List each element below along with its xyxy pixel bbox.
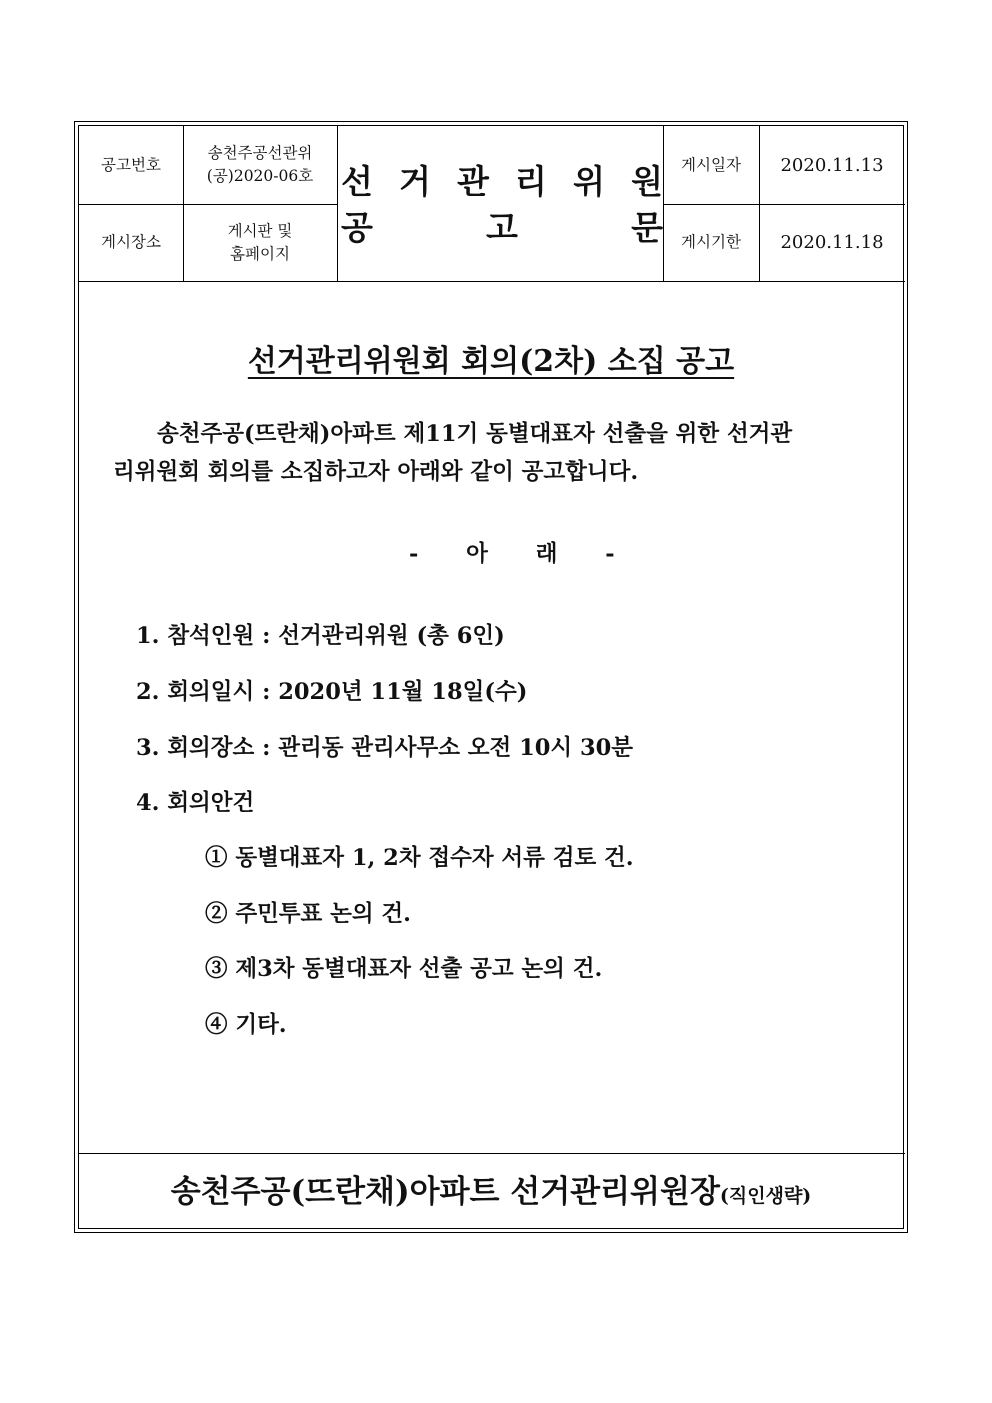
item-venue: 3. 회의장소 : 관리동 관리사무소 오전 10시 30분 (136, 735, 634, 761)
agenda-item: ② 주민투표 논의 건. (205, 901, 411, 927)
item-datetime: 2. 회의일시 : 2020년 11월 18일(수) (136, 679, 528, 705)
intro-line-1: 송천주공(뜨란채)아파트 제11기 동별대표자 선출을 위한 선거관 (157, 421, 793, 447)
header-divider (337, 126, 338, 281)
footer-divider (79, 1153, 905, 1154)
notice-frame (74, 121, 908, 1233)
notice-number-label: 공고번호 (101, 155, 161, 174)
post-date-value: 2020.11.13 (780, 154, 884, 176)
intro-line-2: 리위원회 회의를 소집하고자 아래와 같이 공고합니다. (113, 459, 639, 485)
header-title-line2: 공 고 문 (341, 207, 663, 247)
issuer-name: 송천주공(뜨란채)아파트 선거관리위원장 (170, 1174, 720, 1210)
post-deadline-value: 2020.11.18 (780, 232, 884, 253)
notice-inner-border (78, 125, 904, 1229)
item-agenda-heading: 4. 회의안건 (136, 790, 255, 816)
seal-omitted-note: (직인생략) (719, 1185, 812, 1207)
posting-location-value: 게시판 및 홈페이지 (227, 221, 293, 263)
header-title (341, 156, 663, 248)
header-bottom-line (79, 281, 905, 282)
header-title-line1: 선 거 관 리 위 원 (341, 161, 663, 201)
footer-issuer (79, 1166, 903, 1211)
agenda-item: ④ 기타. (205, 1012, 287, 1038)
below-marker: - 아 래 - (409, 541, 615, 567)
post-date-label: 게시일자 (681, 155, 741, 174)
agenda-item: ③ 제3차 동별대표자 선출 공고 논의 건. (205, 956, 603, 982)
item-attendees: 1. 참석인원 : 선거관리위원 (총 6인) (136, 623, 505, 649)
notice-number-value: 송천주공선관위 (공)2020-06호 (206, 144, 314, 185)
notice-title: 선거관리위원회 회의(2차) 소집 공고 (247, 344, 735, 379)
posting-location-label: 게시장소 (101, 233, 161, 251)
agenda-item: ① 동별대표자 1, 2차 접수자 서류 검토 건. (205, 845, 634, 871)
post-deadline-label: 게시기한 (681, 233, 741, 251)
